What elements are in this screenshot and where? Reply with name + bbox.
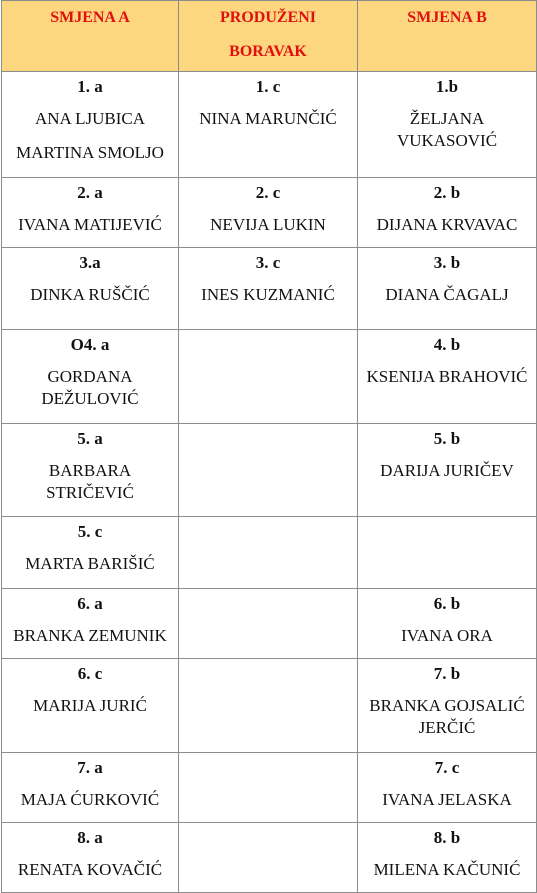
- class-label: 6. c: [77, 664, 103, 683]
- cell-produzeni-boravak: [179, 659, 358, 753]
- teacher-name: NINA MARUNČIĆ: [199, 109, 337, 128]
- table-row: [2, 248, 537, 330]
- class-label: 4. b: [433, 335, 461, 354]
- cell-produzeni-boravak: [179, 589, 358, 659]
- cell-smjena-a: [2, 589, 179, 659]
- cell-produzeni-boravak: [179, 248, 358, 330]
- class-label: 5. c: [77, 522, 103, 541]
- header-smjena-b: SMJENA B: [358, 1, 537, 72]
- cell-produzeni-boravak: [179, 517, 358, 589]
- cell-smjena-a: [2, 178, 179, 248]
- class-label: 5. b: [433, 429, 461, 448]
- teacher-name: BRANKA ZEMUNIK: [13, 626, 167, 645]
- teacher-name: MAJA ĆURKOVIĆ: [20, 790, 160, 809]
- class-label: 6. a: [77, 594, 103, 613]
- class-label: 3.a: [79, 253, 101, 272]
- class-label: 2. b: [433, 183, 461, 202]
- cell-smjena-a: [2, 248, 179, 330]
- cell-smjena-b: [358, 424, 537, 517]
- class-label: 3. c: [255, 253, 281, 272]
- teacher-name: DIJANA KRVAVAC: [376, 215, 518, 234]
- teacher-name: BRANKA GOJSALIĆ JERČIĆ: [369, 696, 525, 737]
- class-label: 8. b: [433, 828, 461, 847]
- table-row: [2, 178, 537, 248]
- class-teacher-table: [1, 0, 537, 893]
- cell-smjena-a: [2, 517, 179, 589]
- cell-smjena-b: [358, 589, 537, 659]
- teacher-name: MARTINA SMOLJO: [16, 143, 164, 162]
- teacher-name: MARTA BARIŠIĆ: [25, 554, 155, 573]
- table-row: [2, 72, 537, 178]
- cell-smjena-b: [358, 330, 537, 424]
- class-label: 3. b: [433, 253, 461, 272]
- class-label: 7. a: [77, 758, 103, 777]
- table-body: [2, 72, 537, 893]
- teacher-name: BARBARA STRIČEVIĆ: [46, 461, 134, 502]
- teacher-name: INES KUZMANIĆ: [201, 285, 335, 304]
- cell-smjena-a: [2, 659, 179, 753]
- header-smjena-a: SMJENA A: [2, 1, 179, 72]
- teacher-name: KSENIJA BRAHOVIĆ: [366, 367, 528, 386]
- teacher-name: RENATA KOVAČIĆ: [17, 860, 163, 879]
- cell-smjena-b: [358, 517, 537, 589]
- cell-produzeni-boravak: [179, 72, 358, 178]
- cell-produzeni-boravak: [179, 178, 358, 248]
- class-label: 1. a: [77, 77, 103, 96]
- header-row: [2, 1, 537, 72]
- teacher-name: IVANA JELASKA: [382, 790, 512, 809]
- table-row: [2, 589, 537, 659]
- cell-produzeni-boravak: [179, 424, 358, 517]
- table-row: [2, 424, 537, 517]
- cell-smjena-a: [2, 753, 179, 823]
- teacher-name: DIANA ČAGALJ: [385, 285, 509, 304]
- class-label: 6. b: [433, 594, 461, 613]
- class-label: 1.b: [435, 77, 459, 96]
- table-row: [2, 517, 537, 589]
- cell-smjena-a: [2, 424, 179, 517]
- cell-smjena-a: [2, 823, 179, 893]
- class-label: 7. c: [434, 758, 460, 777]
- header-produzeni-boravak: PRODUŽENI BORAVAK: [179, 1, 358, 72]
- table-row: [2, 330, 537, 424]
- teacher-name: MARIJA JURIĆ: [33, 696, 147, 715]
- class-label: 5. a: [77, 429, 103, 448]
- cell-produzeni-boravak: [179, 330, 358, 424]
- teacher-name: DARIJA JURIČEV: [380, 461, 514, 480]
- cell-smjena-b: [358, 72, 537, 178]
- teacher-name: NEVIJA LUKIN: [210, 215, 326, 234]
- class-label: 7. b: [433, 664, 461, 683]
- cell-smjena-b: [358, 248, 537, 330]
- class-label: 1. c: [255, 77, 281, 96]
- cell-smjena-a: [2, 330, 179, 424]
- table-row: [2, 659, 537, 753]
- cell-smjena-b: [358, 823, 537, 893]
- class-label: 2. c: [255, 183, 281, 202]
- cell-smjena-a: [2, 72, 179, 178]
- cell-produzeni-boravak: [179, 823, 358, 893]
- class-label: O4. a: [70, 335, 110, 354]
- teacher-name: IVANA ORA: [401, 626, 493, 645]
- class-label: 8. a: [77, 828, 103, 847]
- cell-smjena-b: [358, 178, 537, 248]
- teacher-name: GORDANA DEŽULOVIĆ: [41, 367, 139, 408]
- class-label: 2. a: [77, 183, 103, 202]
- teacher-name: IVANA MATIJEVIĆ: [18, 215, 162, 234]
- teacher-name: MILENA KAČUNIĆ: [373, 860, 521, 879]
- cell-smjena-b: [358, 753, 537, 823]
- teacher-name: ANA LJUBICA: [34, 109, 146, 128]
- teacher-name: DINKA RUŠČIĆ: [30, 285, 150, 304]
- cell-smjena-b: [358, 659, 537, 753]
- cell-produzeni-boravak: [179, 753, 358, 823]
- teacher-name: ŽELJANA VUKASOVIĆ: [396, 109, 498, 150]
- table-row: [2, 823, 537, 893]
- table-row: [2, 753, 537, 823]
